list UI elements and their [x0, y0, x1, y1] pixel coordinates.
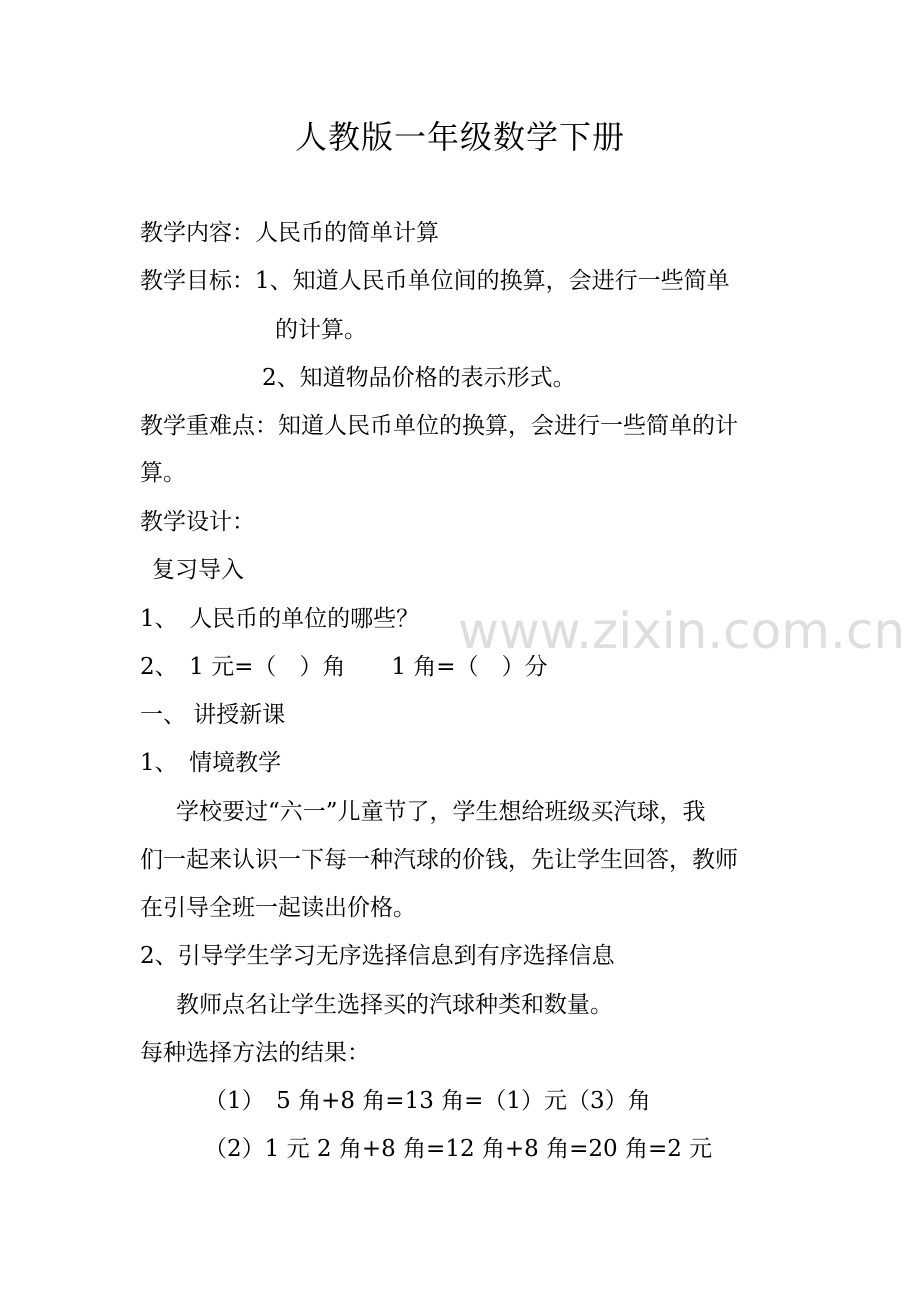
review-intro-heading: 复习导入: [152, 557, 244, 583]
teaching-content-line: 教学内容：人民币的简单计算: [140, 220, 439, 246]
teacher-instruction-line: 教师点名让学生选择买的汽球种类和数量。: [176, 992, 613, 1018]
situation-teaching-heading: 1、 情境教学: [140, 750, 282, 776]
teaching-goal-item-2: 2、知道物品价格的表示形式。: [262, 365, 576, 391]
paragraph-line-1: 学校要过“六一”儿童节了，学生想给班级买汽球，我: [176, 799, 706, 825]
key-difficulty-line: 教学重难点：知道人民币单位的换算，会进行一些简单的计: [140, 413, 738, 439]
review-question-1: 1、 人民币的单位的哪些？: [140, 606, 420, 632]
review-question-2: 2、 1 元=（ ）角 1 角=（ ）分: [140, 654, 548, 680]
result-item-2: （2）1 元 2 角+8 角=12 角+8 角=20 角=2 元: [204, 1136, 713, 1162]
watermark: www.zixin.com.cn: [458, 602, 906, 660]
paragraph-line-3: 在引导全班一起读出价格。: [140, 895, 416, 921]
guide-selection-heading: 2、引导学生学习无序选择信息到有序选择信息: [140, 943, 615, 969]
teaching-goal-line: 教学目标：1、知道人民币单位间的换算，会进行一些简单: [140, 268, 730, 294]
new-lesson-heading: 一、 讲授新课: [140, 702, 286, 728]
document-title: 人教版一年级数学下册: [294, 118, 625, 156]
result-item-1: （1） 5 角+8 角=13 角=（1）元（3）角: [204, 1088, 651, 1114]
key-difficulty-continuation: 算。: [140, 460, 186, 486]
teaching-design-heading: 教学设计：: [140, 509, 255, 535]
results-heading: 每种选择方法的结果：: [140, 1040, 370, 1066]
paragraph-line-2: 们一起来认识一下每一种汽球的价钱，先让学生回答，教师: [140, 847, 738, 873]
teaching-goal-continuation: 的计算。: [275, 317, 367, 343]
